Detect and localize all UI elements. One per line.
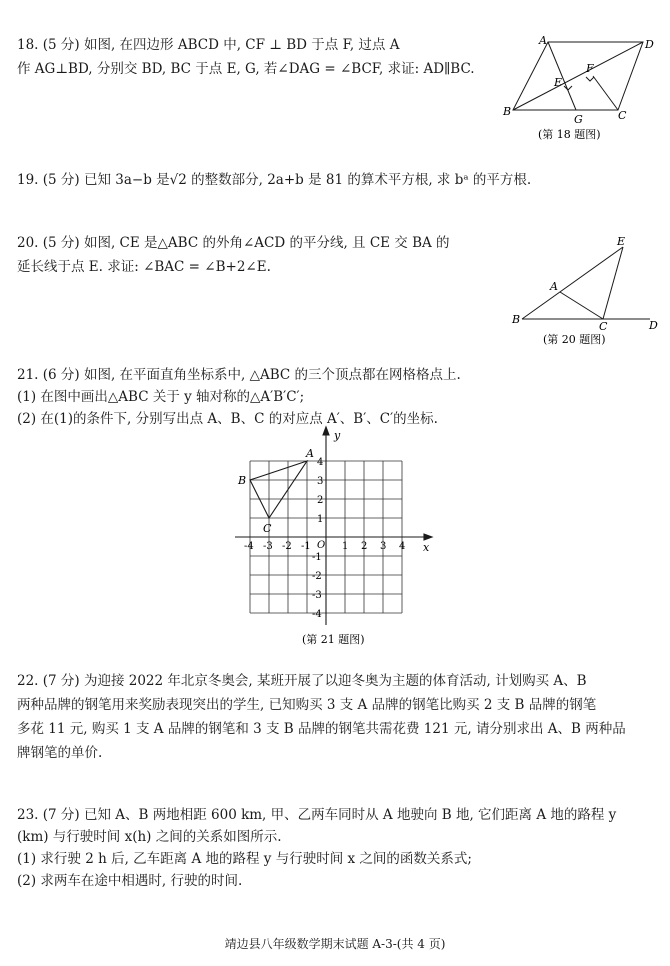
q23-line2: (km) 与行驶时间 x(h) 之间的关系如图所示.	[17, 829, 282, 845]
label-e: E	[554, 76, 563, 89]
right-angle-f	[586, 77, 594, 81]
y-tick-label: 1	[317, 514, 324, 525]
q23-line3: (1) 求行驶 2 h 后, 乙车距离 A 地的路程 y 与行驶时间 x 之间的函数关系式;	[17, 851, 472, 867]
diagonal-bd	[513, 42, 643, 110]
label-d: D	[645, 38, 654, 51]
q21-line1: 21. (6 分) 如图, 在平面直角坐标系中, △ABC 的三个顶点都在网格格点上.	[17, 367, 461, 383]
q20-diagram	[508, 232, 663, 350]
x-tick-label: -2	[282, 541, 292, 552]
q18-line1: 18. (5 分) 如图, 在四边形 ABCD 中, CF ⊥ BD 于点 F, 过点 A	[17, 37, 400, 53]
q23-line1: 23. (7 分) 已知 A、B 两地相距 600 km, 甲、乙两车同时从 A 地驶向 B 地, 它们距离 A 地的路程 y	[17, 807, 617, 823]
q20-line2: 延长线于点 E. 求证: ∠BAC = ∠B+2∠E.	[17, 259, 271, 275]
segment-ac	[560, 292, 603, 319]
q22-line1: 22. (7 分) 为迎接 2022 年北京冬奥会, 某班开展了以迎冬奥为主题的体育活动, 计划购买 A、B	[17, 673, 587, 689]
x-tick-label: 4	[399, 541, 406, 552]
q20-caption: (第 20 题图)	[543, 333, 606, 346]
right-angle-e	[564, 86, 572, 90]
label-a: A	[550, 280, 558, 293]
x-tick-label: -3	[263, 541, 273, 552]
y-tick-label: -2	[312, 571, 322, 582]
origin-label: O	[317, 540, 326, 551]
triangle-abc	[250, 461, 307, 518]
y-tick-label: 2	[317, 495, 324, 506]
label-a: A	[306, 447, 314, 460]
x-axis-label: x	[423, 541, 430, 554]
q21-figure	[230, 425, 440, 650]
label-c: C	[599, 320, 608, 333]
y-tick-label: 3	[317, 476, 324, 487]
q22-line2: 两种品牌的钢笔用来奖励表现突出的学生, 已知购买 3 支 A 品牌的钢笔比购买 2 支 B 品牌的钢笔	[17, 697, 597, 713]
y-axis-arrow	[323, 427, 329, 435]
label-a: A	[539, 34, 547, 47]
x-tick-label: 2	[361, 541, 368, 552]
label-b: B	[238, 474, 247, 487]
q18-caption: (第 18 题图)	[538, 128, 601, 141]
q22-line4: 牌钢笔的单价.	[17, 745, 103, 761]
label-c: C	[263, 522, 272, 535]
q21-line2: (1) 在图中画出△ABC 关于 y 轴对称的△A′B′C′;	[17, 389, 305, 405]
x-tick-label: -4	[244, 541, 254, 552]
q20-line1: 20. (5 分) 如图, CE 是△ABC 的外角∠ACD 的平分线, 且 CE 交 BA 的	[17, 235, 450, 251]
q18-diagram	[498, 30, 663, 145]
label-b: B	[503, 105, 512, 118]
page-footer: 靖边县八年级数学期末试题 A-3-(共 4 页)	[224, 937, 446, 951]
label-f: F	[586, 62, 594, 75]
q18-line2: 作 AG⊥BD, 分别交 BD, BC 于点 E, G, 若∠DAG = ∠BCF, 求证: AD∥BC.	[17, 61, 475, 77]
segment-cf	[593, 76, 618, 110]
coordinate-grid	[230, 425, 440, 650]
label-b: B	[512, 313, 521, 326]
y-tick-label: -3	[312, 590, 322, 601]
y-tick-label: 4	[317, 457, 324, 468]
line-be	[522, 247, 623, 319]
q21-caption: (第 21 题图)	[302, 633, 365, 646]
label-e: E	[617, 235, 626, 248]
y-axis-label: y	[334, 429, 341, 442]
q23-line4: (2) 求两车在途中相遇时, 行驶的时间.	[17, 873, 243, 889]
q19-line1: 19. (5 分) 已知 3a−b 是√2 的整数部分, 2a+b 是 81 的算术平方根, 求 bᵃ 的平方根.	[17, 172, 532, 188]
y-tick-label: -4	[312, 609, 322, 620]
label-g: G	[574, 113, 583, 126]
x-tick-label: -1	[301, 541, 311, 552]
label-c: C	[618, 109, 627, 122]
x-tick-label: 3	[380, 541, 387, 552]
q22-line3: 多花 11 元, 购买 1 支 A 品牌的钢笔和 3 支 B 品牌的钢笔共需花费 121 元, 请分别求出 A、B 两种品	[17, 721, 626, 737]
x-tick-label: 1	[342, 541, 349, 552]
y-tick-label: -1	[312, 552, 322, 563]
q21-line3: (2) 在(1)的条件下, 分别写出点 A、B、C 的对应点 A′、B′、C′的坐标.	[17, 411, 438, 427]
segment-ce	[603, 247, 623, 319]
q18-figure	[498, 30, 663, 145]
label-d: D	[649, 319, 658, 332]
x-axis-arrow	[424, 534, 432, 540]
q20-figure	[508, 232, 663, 350]
